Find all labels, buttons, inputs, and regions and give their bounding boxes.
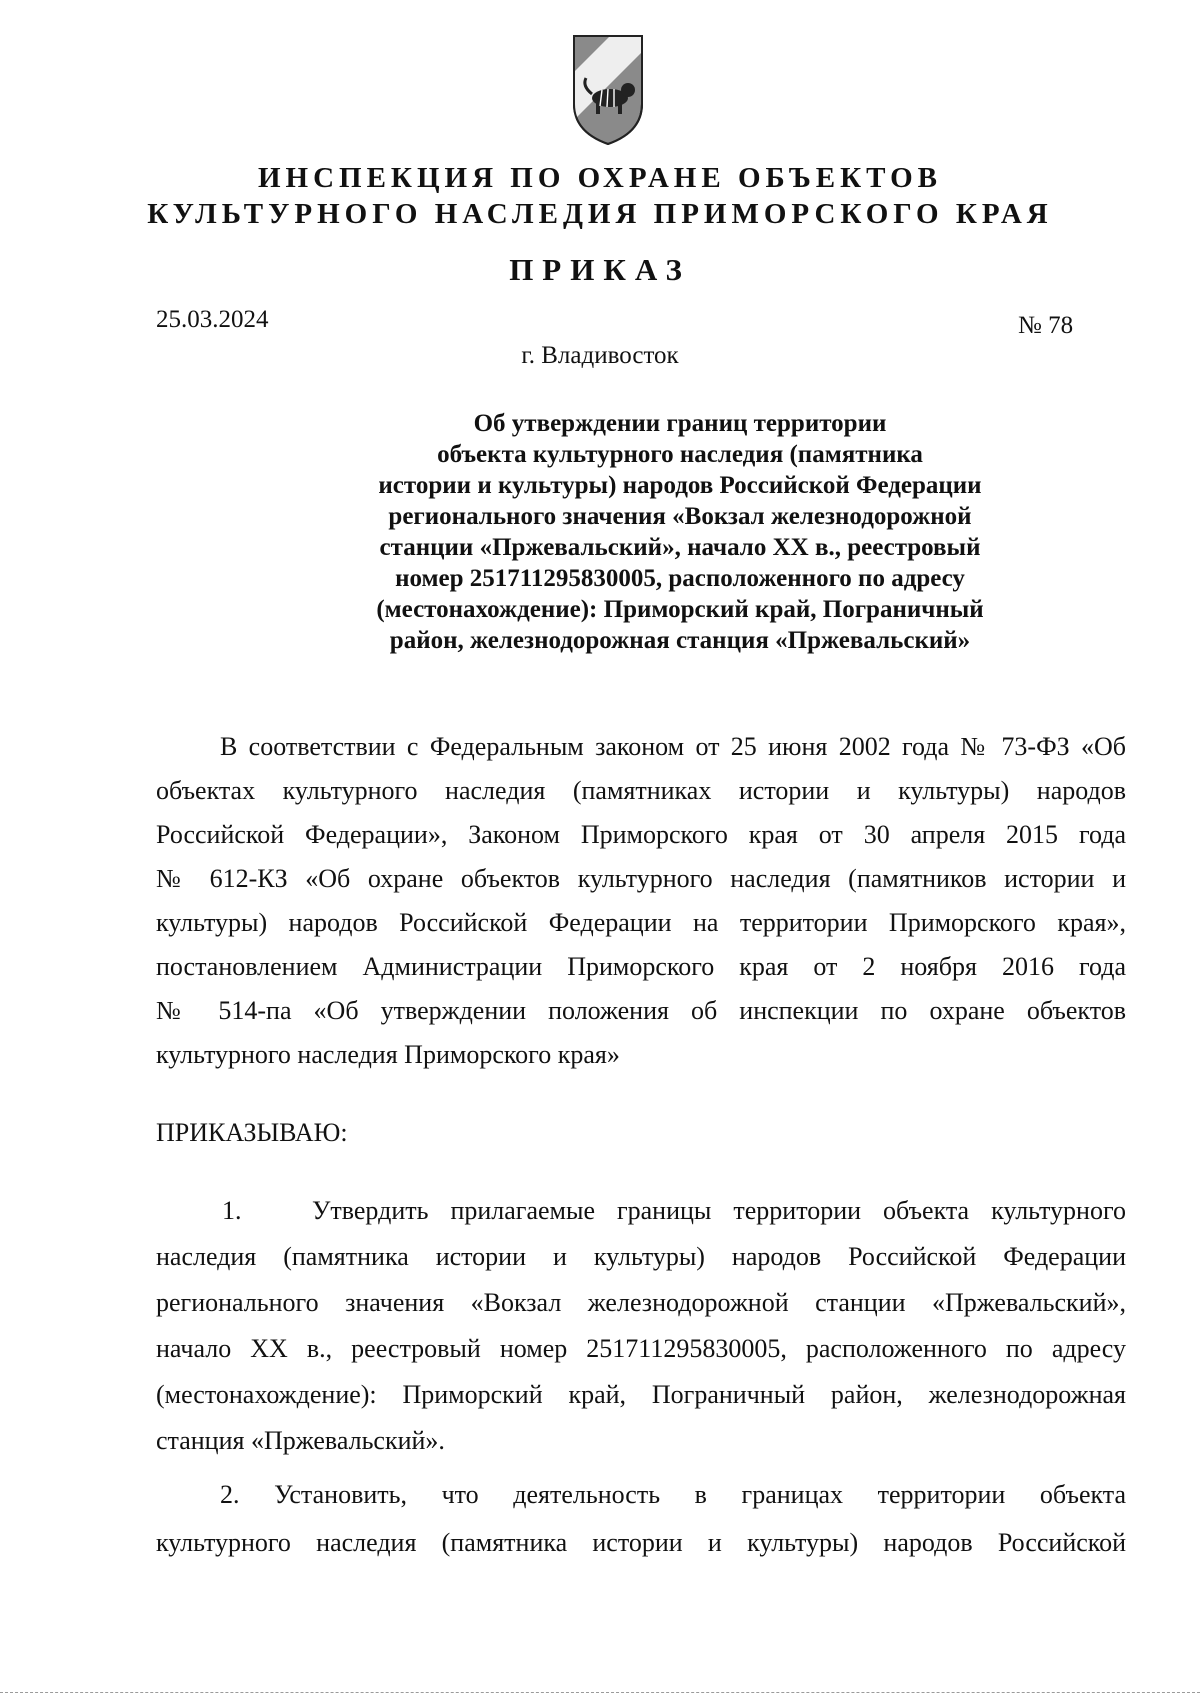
- preamble-line-5: культуры) народов Российской Федерации на территории Приморского края»,: [156, 908, 1126, 937]
- preamble-line-2: объектах культурного наследия (памятниках истории и культуры) народов: [156, 776, 1126, 805]
- item-2-line-1: 2. Установить, что деятельность в границах территории объекта: [220, 1480, 1126, 1509]
- subject-line-5: станции «Пржевальский», начало XX в., реестровый: [379, 534, 981, 561]
- preamble-line-1: В соответствии с Федеральным законом от 25 июня 2002 года № 73-ФЗ «Об: [220, 732, 1126, 761]
- item-1-line-1: Утвердить прилагаемые границы территории объекта культурного: [312, 1196, 1126, 1225]
- subject-line-1: Об утверждении границ территории: [473, 410, 887, 437]
- coat-of-arms-icon: [570, 32, 646, 148]
- subject-line-8: район, железнодорожная станция «Пржевальский»: [389, 627, 971, 654]
- document-number: № 78: [1018, 312, 1074, 339]
- document-city: г. Владивосток: [521, 342, 679, 369]
- subject-line-4: регионального значения «Вокзал железнодорожной: [388, 503, 972, 530]
- item-1-line-4: начало XX в., реестровый номер 251711295830005, расположенного по адресу: [156, 1334, 1126, 1363]
- document-type: ПРИКАЗ: [509, 252, 691, 287]
- order-word: ПРИКАЗЫВАЮ:: [156, 1118, 348, 1147]
- org-name-line-2: КУЛЬТУРНОГО НАСЛЕДИЯ ПРИМОРСКОГО КРАЯ: [147, 198, 1053, 230]
- preamble-line-6: постановлением Администрации Приморского края от 2 ноября 2016 года: [156, 952, 1126, 981]
- subject-line-7: (местонахождение): Приморский край, Пограничный: [376, 596, 984, 623]
- preamble-line-4: № 612-КЗ «Об охране объектов культурного наследия (памятников истории и: [156, 864, 1126, 893]
- item-1-line-2: наследия (памятника истории и культуры) народов Российской Федерации: [156, 1242, 1126, 1271]
- item-2-line-2: культурного наследия (памятника истории и культуры) народов Российской: [156, 1528, 1126, 1557]
- item-1-line-6: станция «Пржевальский».: [156, 1426, 445, 1455]
- document-date: 25.03.2024: [156, 306, 269, 333]
- subject-line-6: номер 251711295830005, расположенного по адресу: [395, 565, 965, 592]
- item-1-line-5: (местонахождение): Приморский край, Пограничный район, железнодорожная: [156, 1380, 1126, 1409]
- item-1-number: 1.: [222, 1196, 242, 1225]
- org-name-line-1: ИНСПЕКЦИЯ ПО ОХРАНЕ ОБЪЕКТОВ: [257, 162, 943, 194]
- subject-line-2: объекта культурного наследия (памятника: [437, 441, 923, 468]
- preamble-line-8: культурного наследия Приморского края»: [156, 1040, 620, 1069]
- preamble-line-3: Российской Федерации», Законом Приморского края от 30 апреля 2015 года: [156, 820, 1126, 849]
- page-bottom-edge: [0, 1692, 1200, 1695]
- preamble-line-7: № 514-па «Об утверждении положения об инспекции по охране объектов: [156, 996, 1126, 1025]
- item-1-line-3: регионального значения «Вокзал железнодорожной станции «Пржевальский»,: [156, 1288, 1126, 1317]
- subject-line-3: истории и культуры) народов Российской Федерации: [378, 472, 982, 499]
